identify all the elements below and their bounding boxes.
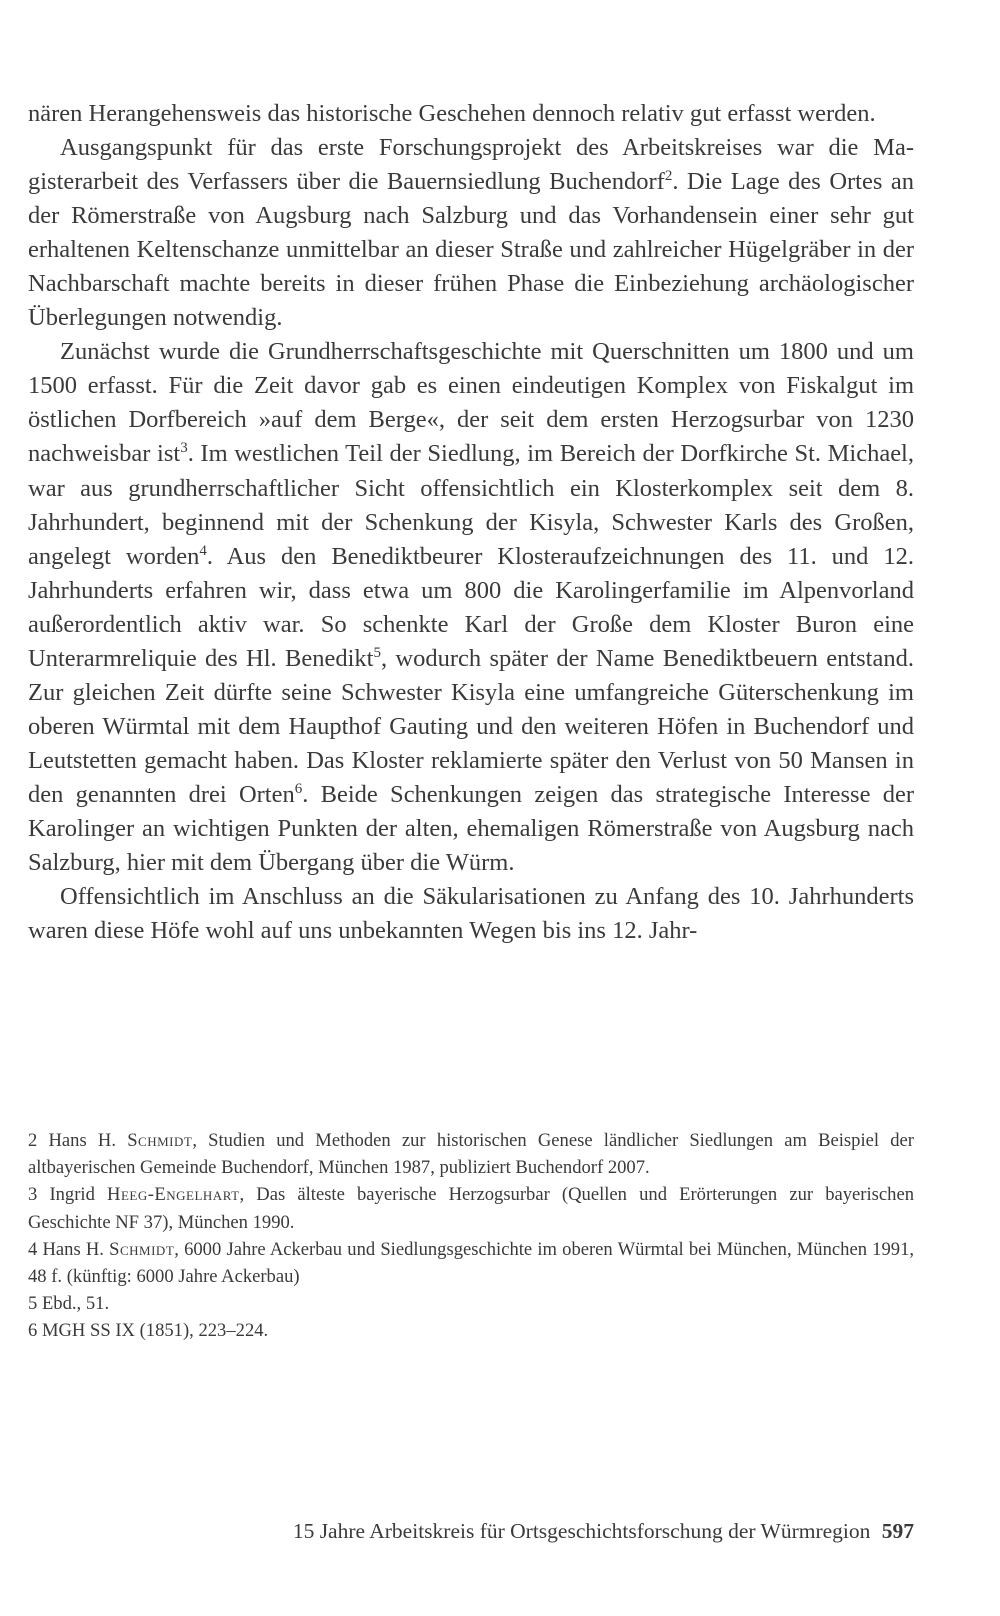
- paragraph: [28, 97, 914, 131]
- paragraph-text: . Beide Schenkungen zeigen das strategische Interesse der Karolinger an wichtigen Punkten der alten, ehemaligen Römerstraße von Augsburg nach Salzburg, hier mit dem Übergang über die Würm.: [28, 780, 914, 877]
- paragraph-text: Zunächst wurde die Grundherrschaftsgeschichte mit Querschnitten um 1800 und um 1500 erfasst. Für die Zeit davor gab es einen eindeutigen Komplex von Fiskalgut im östlichen Dorfbereich »auf dem Berge«, der seit dem ersten Herzogsurbar von 1230 nachweisbar ist: [28, 338, 914, 468]
- paragraph: [28, 880, 914, 948]
- footnote-number: 4: [28, 1238, 38, 1260]
- footnote-author-prefix: Hans H.: [48, 1130, 128, 1151]
- footnote-number: 2: [28, 1130, 38, 1151]
- paragraph-text: . Die Lage des Ortes an der Römerstraße von Augsburg nach Salzburg und das Vorhandensein einer sehr gut erhaltenen Keltenschanze unmittelbar an dieser Straße und zahlreicher Hügelgräber in der Nachbarschaft machte bereits in dieser frühen Phase die Einbeziehung archäologischer Überlegungen notwendig.: [28, 168, 914, 332]
- footnote-ref: 3: [180, 440, 188, 457]
- footnote-text: MGH SS IX (1851), 223–224.: [41, 1320, 269, 1342]
- running-footer: [293, 1517, 914, 1545]
- paragraph-text: Ausgangspunkt für das erste Forschungsprojekt des Arbeitskreises war die Magisterarbeit des Verfassers über die Bauernsiedlung Buchendorf: [28, 134, 914, 196]
- footnote-author-prefix: Ingrid: [49, 1184, 108, 1206]
- running-footer-title: 15 Jahre Arbeitskreis für Ortsgeschichtsforschung der Würmregion: [292, 1519, 871, 1543]
- footnote-number: 3: [28, 1184, 38, 1206]
- footnote: [28, 1290, 914, 1317]
- paragraph-text: Offensichtlich im Anschluss an die Säkularisationen zu Anfang des 10. Jahrhunderts waren diese Höfe wohl auf uns unbekannten Wegen bis ins 12. Jahr-: [28, 883, 914, 945]
- footnote-ref: 5: [373, 644, 381, 661]
- book-page: [28, 0, 914, 1616]
- paragraph-text: nären Herangehensweis das historische Geschehen dennoch relativ gut erfasst werden.: [28, 100, 876, 127]
- footnote-number: 6: [28, 1320, 38, 1342]
- paragraph: [28, 335, 914, 880]
- page-number: 597: [881, 1519, 914, 1543]
- footnote-text: , Das älteste bayerische Herzogsurbar (Quellen und Erörterungen zur bayerischen Geschichte NF 37), München 1990.: [28, 1184, 915, 1233]
- paragraph-text: . Im westlichen Teil der Siedlung, im Bereich der Dorfkirche St. Michael, war aus grundherrschaftlicher Sicht offensichtlich ein Klosterkomplex seit dem 8. Jahrhundert, beginnend mit der Schenkung der Kisyla, Schwester Karls des Großen, angelegt worden: [28, 440, 914, 570]
- paragraph: [28, 131, 914, 335]
- footnote-ref: 4: [199, 542, 207, 559]
- footnote-text: Ebd., 51.: [41, 1293, 110, 1315]
- footnote: [28, 1317, 914, 1344]
- footnote: [28, 1127, 914, 1181]
- footnote-author: Schmidt: [127, 1130, 193, 1151]
- body-text: [28, 97, 914, 948]
- footnote: [28, 1236, 914, 1290]
- footnote-author-prefix: Hans H.: [42, 1238, 110, 1260]
- footnote-ref: 6: [294, 780, 303, 797]
- footnote-author: Schmidt: [109, 1238, 175, 1260]
- paragraph-text: . Aus den Benediktbeurer Klosteraufzeichnungen des 11. und 12. Jahrhunderts erfahren wir, dass etwa um 800 die Karolingerfamilie im Alpenvorland außerordentlich aktiv war. So schenkte Karl der Große dem Kloster Buron eine Unterarmreliquie des Hl. Benedikt: [28, 542, 914, 672]
- footnote-number: 5: [28, 1293, 38, 1315]
- footnotes: [28, 1127, 914, 1345]
- footnote-author: Heeg-Engelhart: [107, 1184, 240, 1206]
- footnote-ref: 2: [664, 168, 673, 185]
- footnote-text: , Studien und Methoden zur historischen Genese ländlicher Siedlungen am Beispiel der altbayerischen Gemeinde Buchendorf, München 1987, publiziert Buchendorf 2007.: [28, 1130, 914, 1179]
- footnote-text: , 6000 Jahre Ackerbau und Siedlungsgeschichte im oberen Würmtal bei München, München 1991, 48 f. (künftig: 6000 Jahre Ackerbau): [28, 1238, 915, 1288]
- paragraph-text: , wodurch später der Name Benediktbeuern entstand. Zur gleichen Zeit dürfte seine Schwester Kisyla eine umfangreiche Güterschenkung im oberen Würmtal mit dem Haupthof Gauting und den weiteren Höfen in Buchendorf und Leutstetten gemacht haben. Das Kloster reklamierte später den Verlust von 50 Mansen in den genannten drei Orten: [28, 644, 914, 808]
- footnote: [28, 1181, 914, 1235]
